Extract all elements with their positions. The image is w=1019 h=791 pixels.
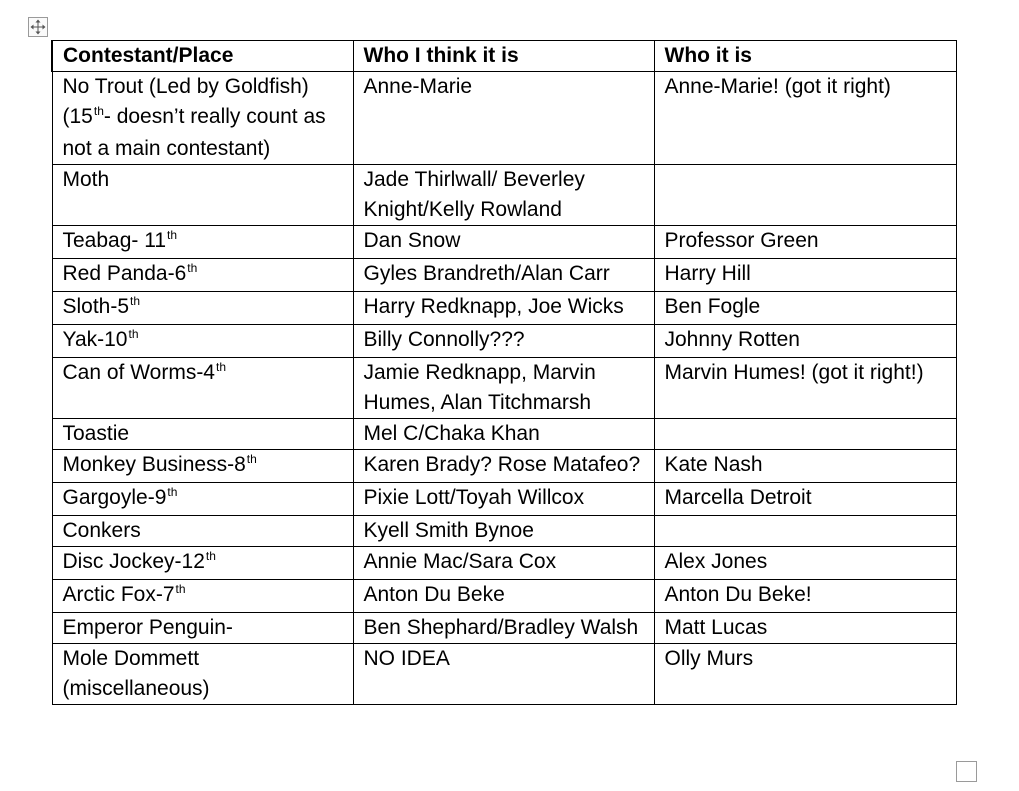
table-row — [52, 580, 956, 613]
ordinal-suffix: th — [216, 360, 227, 374]
cell-contestant[interactable] — [52, 72, 353, 165]
table-header-row — [52, 41, 956, 72]
cell-actual[interactable]: Harry Hill — [654, 259, 956, 292]
cell-guess[interactable]: Billy Connolly??? — [353, 325, 654, 358]
cell-contestant[interactable] — [52, 325, 353, 358]
cell-actual[interactable]: Professor Green — [654, 226, 956, 259]
cell-guess[interactable]: Jade Thirlwall/ Beverley Knight/Kelly Rowland — [353, 165, 654, 226]
cell-guess[interactable]: Jamie Redknapp, Marvin Humes, Alan Titchmarsh — [353, 358, 654, 419]
ordinal-suffix: th — [187, 261, 198, 275]
cell-guess[interactable]: Anne-Marie — [353, 72, 654, 165]
contestant-text: Emperor Penguin- — [62, 616, 233, 639]
table-row — [52, 165, 956, 226]
cell-contestant[interactable] — [52, 292, 353, 325]
table-row — [52, 516, 956, 547]
contestant-text: Mole Dommett (miscellaneous) — [62, 647, 210, 700]
cell-guess[interactable]: Karen Brady? Rose Matafeo? — [353, 450, 654, 483]
table-resize-handle[interactable] — [956, 761, 977, 782]
cell-actual[interactable]: Marcella Detroit — [654, 483, 956, 516]
table-row — [52, 547, 956, 580]
ordinal-suffix: th — [167, 485, 178, 499]
header-contestant[interactable]: Contestant/Place — [52, 41, 353, 72]
table-move-handle[interactable] — [28, 17, 48, 37]
contestant-text: Conkers — [62, 519, 141, 542]
table-row — [52, 419, 956, 450]
cell-actual[interactable]: Johnny Rotten — [654, 325, 956, 358]
cell-guess[interactable]: Pixie Lott/Toyah Willcox — [353, 483, 654, 516]
cell-actual[interactable]: Anton Du Beke! — [654, 580, 956, 613]
cell-guess[interactable]: Annie Mac/Sara Cox — [353, 547, 654, 580]
contestant-table — [51, 40, 957, 705]
cell-actual[interactable]: Alex Jones — [654, 547, 956, 580]
table-row — [52, 226, 956, 259]
table-row — [52, 358, 956, 419]
contestant-text: Arctic Fox-7 — [62, 583, 175, 606]
cell-contestant[interactable] — [52, 580, 353, 613]
cell-guess[interactable]: NO IDEA — [353, 644, 654, 705]
cell-contestant[interactable] — [52, 259, 353, 292]
cell-actual[interactable] — [654, 165, 956, 226]
cell-guess[interactable]: Gyles Brandreth/Alan Carr — [353, 259, 654, 292]
cell-guess[interactable]: Dan Snow — [353, 226, 654, 259]
ordinal-suffix: th — [167, 228, 178, 242]
table-row — [52, 325, 956, 358]
contestant-text: Gargoyle-9 — [62, 486, 167, 509]
cell-contestant[interactable] — [52, 419, 353, 450]
table-row — [52, 483, 956, 516]
cell-contestant[interactable] — [52, 450, 353, 483]
cell-actual[interactable]: Marvin Humes! (got it right!) — [654, 358, 956, 419]
cell-guess[interactable]: Anton Du Beke — [353, 580, 654, 613]
contestant-text: Moth — [62, 168, 110, 191]
cell-actual[interactable]: Ben Fogle — [654, 292, 956, 325]
contestant-text: No Trout (Led by Goldfish) (15 — [62, 75, 309, 128]
cell-contestant[interactable] — [52, 547, 353, 580]
cell-actual[interactable]: Matt Lucas — [654, 613, 956, 644]
table-row — [52, 259, 956, 292]
cell-actual[interactable]: Kate Nash — [654, 450, 956, 483]
table-row — [52, 613, 956, 644]
ordinal-suffix: th — [128, 327, 139, 341]
cell-guess[interactable]: Ben Shephard/Bradley Walsh — [353, 613, 654, 644]
contestant-text: Toastie — [62, 422, 130, 445]
cell-contestant[interactable] — [52, 516, 353, 547]
cell-actual[interactable]: Anne-Marie! (got it right) — [654, 72, 956, 165]
ordinal-suffix: th — [93, 104, 104, 118]
cell-guess[interactable]: Harry Redknapp, Joe Wicks — [353, 292, 654, 325]
cell-actual[interactable] — [654, 419, 956, 450]
ordinal-suffix: th — [175, 582, 186, 596]
cell-contestant[interactable] — [52, 165, 353, 226]
contestant-text: Can of Worms-4 — [62, 361, 215, 384]
table-row — [52, 72, 956, 165]
contestant-text: Teabag- 11 — [62, 229, 167, 252]
move-arrows-icon — [30, 19, 46, 35]
contestant-text: Red Panda-6 — [62, 262, 187, 285]
ordinal-suffix: th — [246, 452, 257, 466]
contestant-text: Disc Jockey-12 — [62, 550, 205, 573]
table-row — [52, 644, 956, 705]
cell-contestant[interactable] — [52, 644, 353, 705]
cell-actual[interactable]: Olly Murs — [654, 644, 956, 705]
contestant-note: - doesn’t really count as not a main contestant) — [62, 105, 326, 160]
cell-contestant[interactable] — [52, 483, 353, 516]
cell-guess[interactable]: Kyell Smith Bynoe — [353, 516, 654, 547]
cell-actual[interactable] — [654, 516, 956, 547]
ordinal-suffix: th — [205, 549, 216, 563]
table-row — [52, 292, 956, 325]
cell-contestant[interactable] — [52, 613, 353, 644]
cell-guess[interactable]: Mel C/Chaka Khan — [353, 419, 654, 450]
cell-contestant[interactable] — [52, 226, 353, 259]
ordinal-suffix: th — [130, 294, 141, 308]
cell-contestant[interactable] — [52, 358, 353, 419]
contestant-text: Monkey Business-8 — [62, 453, 246, 476]
contestant-text: Yak-10 — [62, 328, 128, 351]
header-guess[interactable]: Who I think it is — [353, 41, 654, 72]
table-row — [52, 450, 956, 483]
header-actual[interactable]: Who it is — [654, 41, 956, 72]
contestant-text: Sloth-5 — [62, 295, 130, 318]
